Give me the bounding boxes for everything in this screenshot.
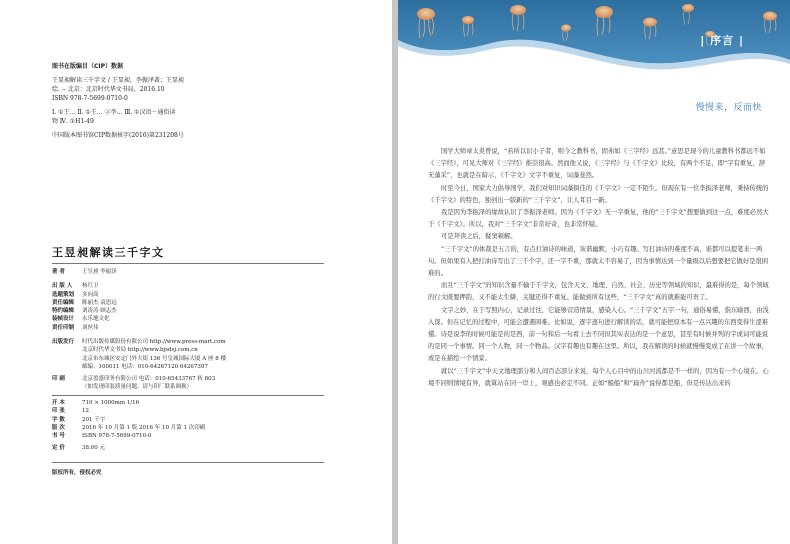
printer-label: 印 刷 (52, 376, 65, 383)
cip-classification: Ⅰ. ①王… Ⅱ. ①王… ②李… Ⅲ. ①汉语－通俗读 (52, 109, 176, 116)
cip-record-note: 中国版本图书馆CIP数据核字(2016)第231208号 (52, 132, 184, 139)
book-title: 王昱昶解读三千字文 (52, 246, 165, 259)
cip-block (52, 62, 372, 140)
preface-paragraph: 就以“三千字文”中天文地理部分和人间百态部分来说，每个人心目中的山川河流都是不一样的，因为有一个心境在。心境不同则情境有异，就算站在同一岸上，观感也必定不同。正如“船船”和“扁舟”说得都是船，但是传达出来的 (428, 367, 769, 387)
spec-row: 定 价 38.00 元 (52, 445, 105, 452)
cip-line: ISBN 978-7-5699-0710-0 (52, 95, 128, 102)
preface-paragraph: 可是拜读之后，疑窦顿解。 (441, 233, 517, 241)
specs-rule (52, 395, 324, 396)
preface-tag: | 序言 | (700, 34, 744, 47)
rights-rule (52, 462, 324, 463)
preface-paragraph: “三千字文”的体裁是五言的，有点打油诗的味道，诙谐幽默，小巧有趣。写打油诗的难度不高，谁都可以提笔来一两句。但如果有人把打油诗写出了三千个字，还一字不重，那就太不容易了，因为事情达到一个量级以后想要把它做好是很困难的。 (428, 245, 769, 278)
spec-row: 版 次 2016 年 10 月第 1 版 2016 年 10 月第 1 次印刷 (52, 424, 206, 431)
publisher-line: 邮编：100011 电话：010-64267120 64267397 (82, 363, 208, 370)
printer-line: （如发现印装质量问题，请与印厂联系调换） (82, 384, 193, 391)
credit-row: 出 版 人 杨红卫 (52, 283, 99, 290)
credit-row: 责任印制 刘丝伟 (52, 324, 99, 331)
credit-row: 装帧设计 永乐地文化 (52, 316, 110, 323)
publisher-line: 时代出版传媒股份有限公司 http://www.press-mart.com (82, 339, 226, 345)
copyright-page (0, 0, 392, 544)
preface-page (398, 0, 790, 544)
publisher-label: 出版发行 (52, 339, 75, 345)
publisher-line: 北京市东城区安定门外大街 136 号皇城国际大厦 A 座 8 楼 (82, 355, 226, 362)
publisher-line: 北京时代华文书局 http://www.bjsdsj.com.cn (82, 347, 198, 354)
spec-row: 字 数 201 千字 (52, 416, 106, 423)
preface-paragraph: 时至今日，国家大力倡导国学，我们对知识词藻俱佳的《千字文》一定不陌生。但现在有一位李振泽老师，秉持传统的《千字文》的特色，独创出一版新的“三千字文”，让人耳目一新。 (428, 184, 769, 204)
credit-row: 选题策划 多向高 (52, 291, 99, 298)
preface-body (428, 146, 770, 390)
credits-list (52, 268, 342, 332)
credit-row: 特约编辑 刘涛涛 顾志杰 (52, 308, 117, 315)
rights-notice: 版权所有，侵权必究 (52, 470, 102, 476)
cip-line: 王显昶解读三千字文 / 王显昶，李振泽著；王显昶 (52, 77, 184, 84)
cip-line: 绘. -- 北京：北京时代华文书局，2016.10 (52, 86, 165, 93)
credit-row: 责任编辑 陈丽杰 袁思远 (52, 299, 117, 306)
spec-row: 开 本 710 × 1000mm 1/16 (52, 400, 140, 406)
preface-paragraph: 国学大师章太炎曾说，“若所以识小子者，则今之教科书，固弗如《三字经》远甚。”意思是现今的儿童教科书都远不如《三字经》，可见大师对《三字经》推崇很高。然而他又说，《三字经》与《千字文》比较，有两个不足，即“字有重复，辞无藻采”，也就是在暗示，《千字文》文字不重复，词藻斐然。 (428, 148, 766, 180)
specs-list (52, 399, 342, 453)
credit-row: 著 者 王昱昶 李振泽 (52, 269, 117, 275)
spec-row: 印 张 12 (52, 408, 89, 415)
preface-paragraph: 而且“三千字文”的知识含量不输于千字文，包含天文、地理、自然、社会、历史等领域的知识，最难得的是，每个领域的行文既要押韵，又不能太生僻，关键还得不重复。能做到所有这些，“三千字文”真的就难能可贵了。 (428, 282, 769, 302)
preface-subtitle: 慢慢来，反而快 (695, 103, 762, 113)
spec-row: 书 号 ISBN 978-7-5699-0710-0 (52, 433, 152, 440)
cip-heading: 图书在版编目（CIP）数据 (52, 63, 124, 70)
title-rule (52, 263, 324, 264)
preface-paragraph: 文字之妙，在于写照内心，记录过往，它能够营造情景，感染人心。“三千字文”五字一句，通俗易懂，指东喻西，由浅入深。但在记忆的过程中，可能会遭遇困难。比如说，逐字逐句进行解读的话，就可能把原本有一点兴趣的东西变得生涩难懂。诗是说李的时候可能是的是西，前一句和后一句看上去不同但其实表达的是一个意思，甚至有时候并列的字或词可能说的是同一个事情。同一个人物，同一个物品。汉字有趣也有趣在这里。所以，我在解读的时候就慢慢变成了在讲一个故事，或是在描绘一个情景。 (428, 306, 769, 363)
preface-paragraph: 我是因为李振泽的缘故认识了李振泽老师。因为《千字文》无一字重复，他的“三千字文”想要做到这一点，难度必然大于《千字文》。所以，我对“三千字文”非常好奇，也非常怀疑。 (428, 209, 769, 229)
printer-line: 北京盈盛印务有限公司 电话：010-65433767 转 803 (82, 376, 216, 383)
cip-classification: 物 Ⅳ. ①H1-49 (52, 118, 94, 125)
publisher-block (52, 338, 342, 392)
